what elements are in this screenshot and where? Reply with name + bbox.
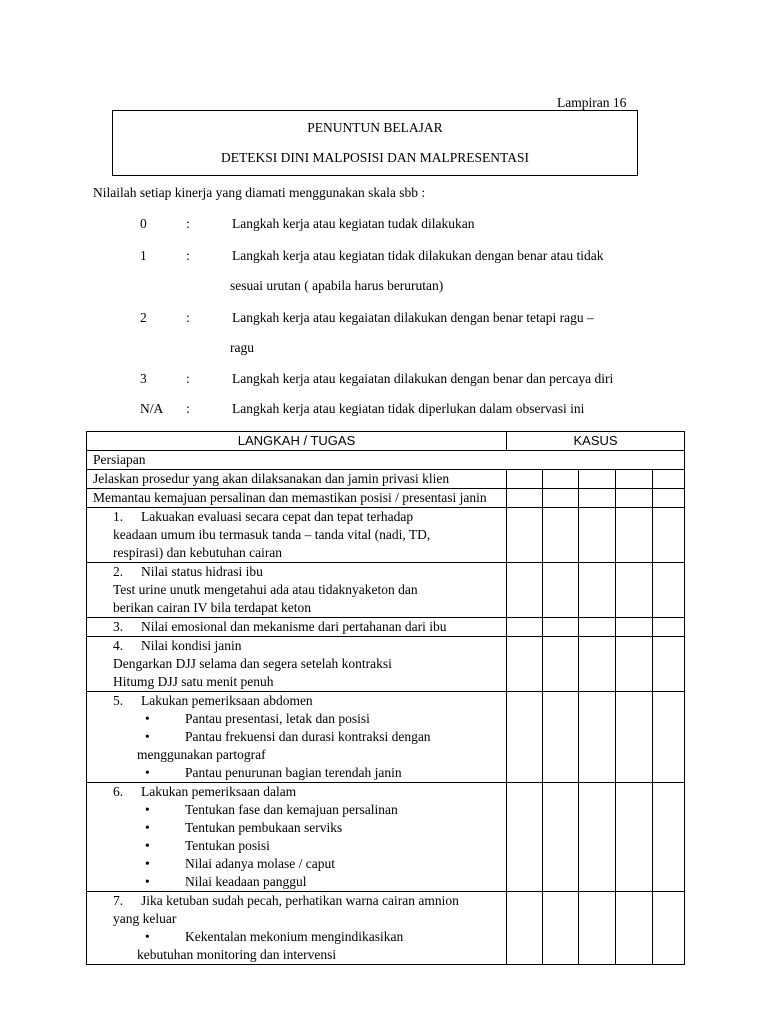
score-cell[interactable]: [543, 489, 579, 508]
score-cell[interactable]: [579, 489, 616, 508]
document-subtitle: DETEKSI DINI MALPOSISI DAN MALPRESENTASI: [221, 150, 529, 165]
table-row: [87, 637, 685, 692]
score-cell[interactable]: [507, 892, 543, 965]
score-cell[interactable]: [616, 692, 653, 783]
bullet-item: • Kekentalan mekonium mengindikasikan: [93, 928, 500, 946]
step-text: yang keluar: [113, 911, 177, 926]
step-text: Nilai kondisi janin: [141, 638, 242, 653]
score-cell[interactable]: [616, 618, 653, 637]
score-cell[interactable]: [543, 470, 579, 489]
step-text: Lakukan pemeriksaan abdomen: [141, 693, 313, 708]
score-cell[interactable]: [507, 563, 543, 618]
scale-colon: :: [186, 371, 190, 386]
step-cell: [87, 892, 507, 965]
column-header-kasus: KASUS: [507, 432, 685, 451]
scale-text: Langkah kerja atau kegiatan tudak dilakukan: [232, 216, 475, 231]
score-cell[interactable]: [579, 563, 616, 618]
intro-text: Nilailah setiap kinerja yang diamati menggunakan skala sbb :: [93, 185, 426, 200]
bullet-item: • Tentukan posisi: [93, 837, 500, 855]
scale-text: Langkah kerja atau kegiatan tidak dilakukan dengan benar atau tidak: [232, 248, 604, 263]
score-cell[interactable]: [507, 489, 543, 508]
section-label: Persiapan: [87, 451, 685, 470]
score-cell[interactable]: [543, 563, 579, 618]
score-cell[interactable]: [543, 637, 579, 692]
scale-num: 2: [140, 310, 147, 325]
table-row: [87, 489, 685, 508]
table-row: [87, 783, 685, 892]
document-title: PENUNTUN BELAJAR: [307, 120, 443, 135]
scale-text-cont: ragu: [230, 340, 254, 355]
scale-num: 1: [140, 248, 147, 263]
step-cell: [87, 618, 507, 637]
score-cell[interactable]: [579, 692, 616, 783]
title-box: [112, 110, 638, 176]
score-cell[interactable]: [616, 637, 653, 692]
scale-colon: :: [186, 401, 190, 416]
score-cell[interactable]: [653, 618, 685, 637]
score-cell[interactable]: [653, 783, 685, 892]
step-number: 3.: [113, 619, 124, 634]
step-text: Nilai status hidrasi ibu: [141, 564, 263, 579]
score-cell[interactable]: [507, 692, 543, 783]
score-cell[interactable]: [653, 637, 685, 692]
bullet-item: • Pantau presentasi, letak dan posisi: [93, 710, 500, 728]
step-cell: [87, 563, 507, 618]
score-cell[interactable]: [507, 783, 543, 892]
score-cell[interactable]: [616, 470, 653, 489]
table-header-row: [87, 432, 685, 451]
appendix-label: Lampiran 16: [557, 95, 627, 110]
step-cell: [87, 692, 507, 783]
table-row: [87, 618, 685, 637]
table-row: [87, 470, 685, 489]
score-cell[interactable]: [653, 892, 685, 965]
step-cell: [87, 637, 507, 692]
step-text: Jelaskan prosedur yang akan dilaksanakan dan jamin privasi klien: [87, 470, 507, 489]
score-cell[interactable]: [616, 508, 653, 563]
score-cell[interactable]: [653, 692, 685, 783]
step-number: 1.: [113, 509, 124, 524]
score-cell[interactable]: [543, 692, 579, 783]
scale-text: Langkah kerja atau kegaiatan dilakukan dengan benar tetapi ragu –: [232, 310, 594, 325]
step-text: Memantau kemajuan persalinan dan memastikan posisi / presentasi janin: [87, 489, 507, 508]
score-cell[interactable]: [653, 508, 685, 563]
score-cell[interactable]: [653, 563, 685, 618]
step-cell: [87, 783, 507, 892]
score-cell[interactable]: [579, 508, 616, 563]
bullet-item: • Pantau frekuensi dan durasi kontraksi dengan: [93, 728, 500, 746]
score-cell[interactable]: [507, 637, 543, 692]
step-cell: [87, 508, 507, 563]
step-number: 4.: [113, 638, 124, 653]
score-cell[interactable]: [507, 508, 543, 563]
scale-colon: :: [186, 216, 190, 231]
bullet-item: • Pantau penurunan bagian terendah janin: [93, 764, 500, 782]
score-cell[interactable]: [507, 470, 543, 489]
score-cell[interactable]: [616, 563, 653, 618]
table-row: [87, 563, 685, 618]
bullet-item: • Nilai adanya molase / caput: [93, 855, 500, 873]
score-cell[interactable]: [543, 892, 579, 965]
step-number: 5.: [113, 693, 124, 708]
step-text: keadaan umum ibu termasuk tanda – tanda vital (nadi, TD,: [113, 527, 431, 542]
score-cell[interactable]: [616, 783, 653, 892]
step-text: Jika ketuban sudah pecah, perhatikan warna cairan amnion: [141, 893, 459, 908]
bullet-item-cont: menggunakan partograf: [137, 747, 266, 762]
score-cell[interactable]: [616, 892, 653, 965]
scale-text-cont: sesuai urutan ( apabila harus berurutan): [230, 278, 444, 293]
step-text: berikan cairan IV bila terdapat keton: [113, 600, 312, 615]
score-cell[interactable]: [579, 892, 616, 965]
score-cell[interactable]: [543, 618, 579, 637]
table-row: [87, 451, 685, 470]
scale-num: 0: [140, 216, 147, 231]
step-text: respirasi) dan kebutuhan cairan: [113, 545, 283, 560]
step-text: Lakuakan evaluasi secara cepat dan tepat terhadap: [141, 509, 414, 524]
score-cell[interactable]: [543, 508, 579, 563]
score-cell[interactable]: [653, 470, 685, 489]
score-cell[interactable]: [579, 783, 616, 892]
scale-text: Langkah kerja atau kegaiatan dilakukan dengan benar dan percaya diri: [232, 371, 614, 386]
step-number: 6.: [113, 784, 124, 799]
bullet-item: • Tentukan pembukaan serviks: [93, 819, 500, 837]
bullet-item: • Tentukan fase dan kemajuan persalinan: [93, 801, 500, 819]
score-cell[interactable]: [579, 618, 616, 637]
table-row: [87, 892, 685, 965]
step-number: 2.: [113, 564, 124, 579]
scale-colon: :: [186, 248, 190, 263]
table-row: [87, 692, 685, 783]
scale-colon: :: [186, 310, 190, 325]
step-number: 7.: [113, 893, 124, 908]
score-cell[interactable]: [579, 637, 616, 692]
scale-text: Langkah kerja atau kegiatan tidak diperlukan dalam observasi ini: [232, 401, 585, 416]
score-cell[interactable]: [543, 783, 579, 892]
step-text: Test urine unutk mengetahui ada atau tidaknyaketon dan: [113, 582, 418, 597]
score-cell[interactable]: [616, 489, 653, 508]
score-cell[interactable]: [579, 470, 616, 489]
checklist-table: [86, 431, 685, 965]
scale-num: N/A: [140, 401, 164, 416]
step-text: Lakukan pemeriksaan dalam: [141, 784, 297, 799]
column-header-langkah: LANGKAH / TUGAS: [87, 432, 507, 451]
bullet-item: • Nilai keadaan panggul: [93, 873, 500, 891]
score-cell[interactable]: [507, 618, 543, 637]
table-row: [87, 508, 685, 563]
step-text: Dengarkan DJJ selama dan segera setelah kontraksi: [113, 656, 392, 671]
score-cell[interactable]: [653, 489, 685, 508]
step-text: Hitumg DJJ satu menit penuh: [113, 674, 274, 689]
step-text: Nilai emosional dan mekanisme dari pertahanan dari ibu: [141, 619, 447, 634]
bullet-item-cont: kebutuhan monitoring dan intervensi: [137, 947, 337, 962]
scale-num: 3: [140, 371, 147, 386]
